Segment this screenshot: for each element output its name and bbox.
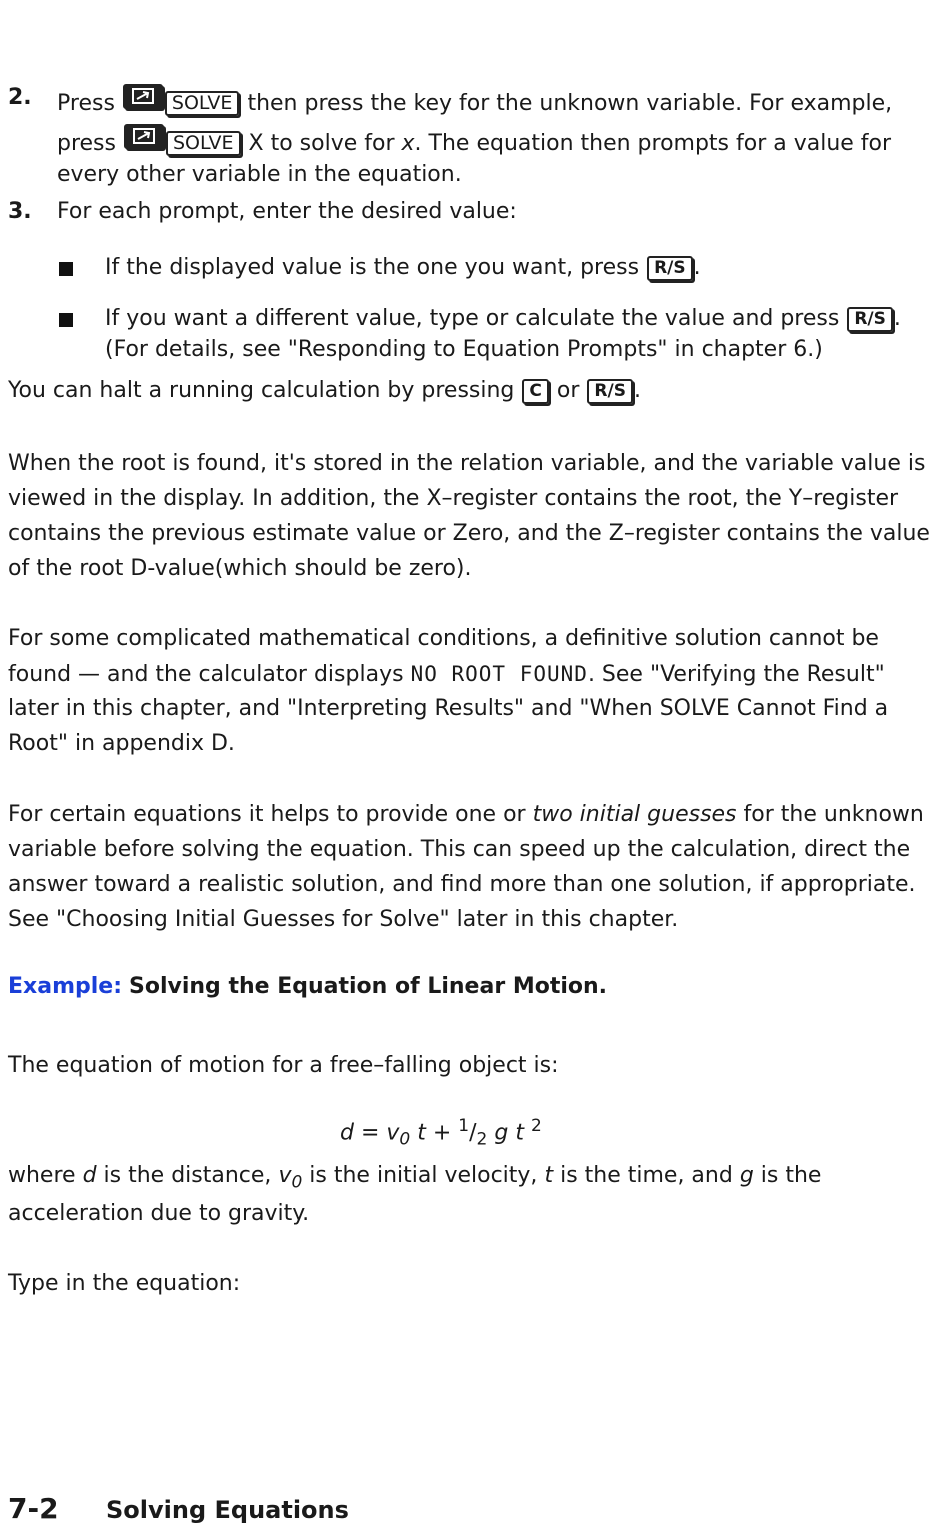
paragraph-root-line: When the root is found, it's stored in the relation variable, and the variable value is	[8, 451, 926, 476]
step-2-line-1: Press SOLVE then press the key for the unknown variable. For example,	[57, 84, 892, 118]
paragraph-noroot-line: Root" in appendix D.	[8, 731, 235, 756]
type-in-text: Type in the equation:	[8, 1271, 241, 1296]
motion-intro: The equation of motion for a free–falling object is:	[8, 1053, 559, 1078]
step-3-text: For each prompt, enter the desired value:	[57, 199, 517, 224]
rs-key: R/S	[647, 256, 693, 281]
page-number: 7-2	[8, 1492, 59, 1525]
example-heading	[8, 973, 607, 1001]
paragraph-root-line: contains the previous estimate value or Zero, and the Z–register contains the value	[8, 521, 930, 546]
paragraph-noroot-line: found — and the calculator displays NO ROOT FOUND. See "Verifying the Result"	[8, 662, 885, 687]
where-line: where d is the distance, $v_0$ is the initial velocity, t is the time, and g is the	[8, 1163, 822, 1193]
bullet-marker	[59, 262, 73, 276]
bullet-marker	[59, 313, 73, 327]
bullet-item: If the displayed value is the one you want, press R/S .	[105, 255, 701, 280]
step-2-line-2: press SOLVE X to solve for x. The equation then prompts for a value for	[57, 124, 891, 158]
example-label: Example:	[8, 974, 122, 999]
solve-key: SOLVE	[166, 131, 241, 156]
chapter-title: Solving Equations	[106, 1496, 349, 1524]
example-title: Solving the Equation of Linear Motion.	[129, 974, 608, 999]
paragraph-guess-line: answer toward a realistic solution, and find more than one solution, if appropriate.	[8, 872, 916, 897]
solve-key: SOLVE	[165, 91, 240, 116]
right-shift-icon	[124, 124, 164, 149]
paragraph-noroot-line: For some complicated mathematical conditions, a definitive solution cannot be	[8, 626, 879, 651]
paragraph-noroot-line: later in this chapter, and "Interpreting Results" and "When SOLVE Cannot Find a	[8, 696, 889, 721]
paragraph-guess-line: See "Choosing Initial Guesses for Solve" later in this chapter.	[8, 907, 679, 932]
where-line-2: acceleration due to gravity.	[8, 1201, 310, 1226]
c-key: C	[522, 379, 548, 404]
step-3	[8, 198, 32, 226]
paragraph-root-line: of the root D-value(which should be zero).	[8, 556, 472, 581]
halt-text: You can halt a running calculation by pressing C or R/S .	[8, 378, 641, 403]
equation: $d = v_0$ $t + ^1/_2$ g t $^2$	[340, 1116, 542, 1150]
right-shift-icon	[123, 84, 163, 109]
paragraph-guess-line: For certain equations it helps to provide one or two initial guesses for the unknown	[8, 802, 924, 827]
step-number: 2.	[8, 85, 32, 110]
step-2	[8, 84, 32, 112]
rs-key: R/S	[847, 307, 893, 332]
paragraph-guess-line: variable before solving the equation. This can speed up the calculation, direct the	[8, 837, 911, 862]
lcd-display-text: NO ROOT FOUND	[410, 662, 588, 686]
rs-key: R/S	[587, 379, 633, 404]
paragraph-root-line: viewed in the display. In addition, the X–register contains the root, the Y–register	[8, 486, 899, 511]
step-2-line-3: every other variable in the equation.	[57, 162, 462, 187]
step-number: 3.	[8, 199, 32, 224]
bullet-item-line-2: (For details, see "Responding to Equation Prompts" in chapter 6.)	[105, 337, 823, 362]
bullet-item: If you want a different value, type or calculate the value and press R/S .	[105, 306, 901, 331]
